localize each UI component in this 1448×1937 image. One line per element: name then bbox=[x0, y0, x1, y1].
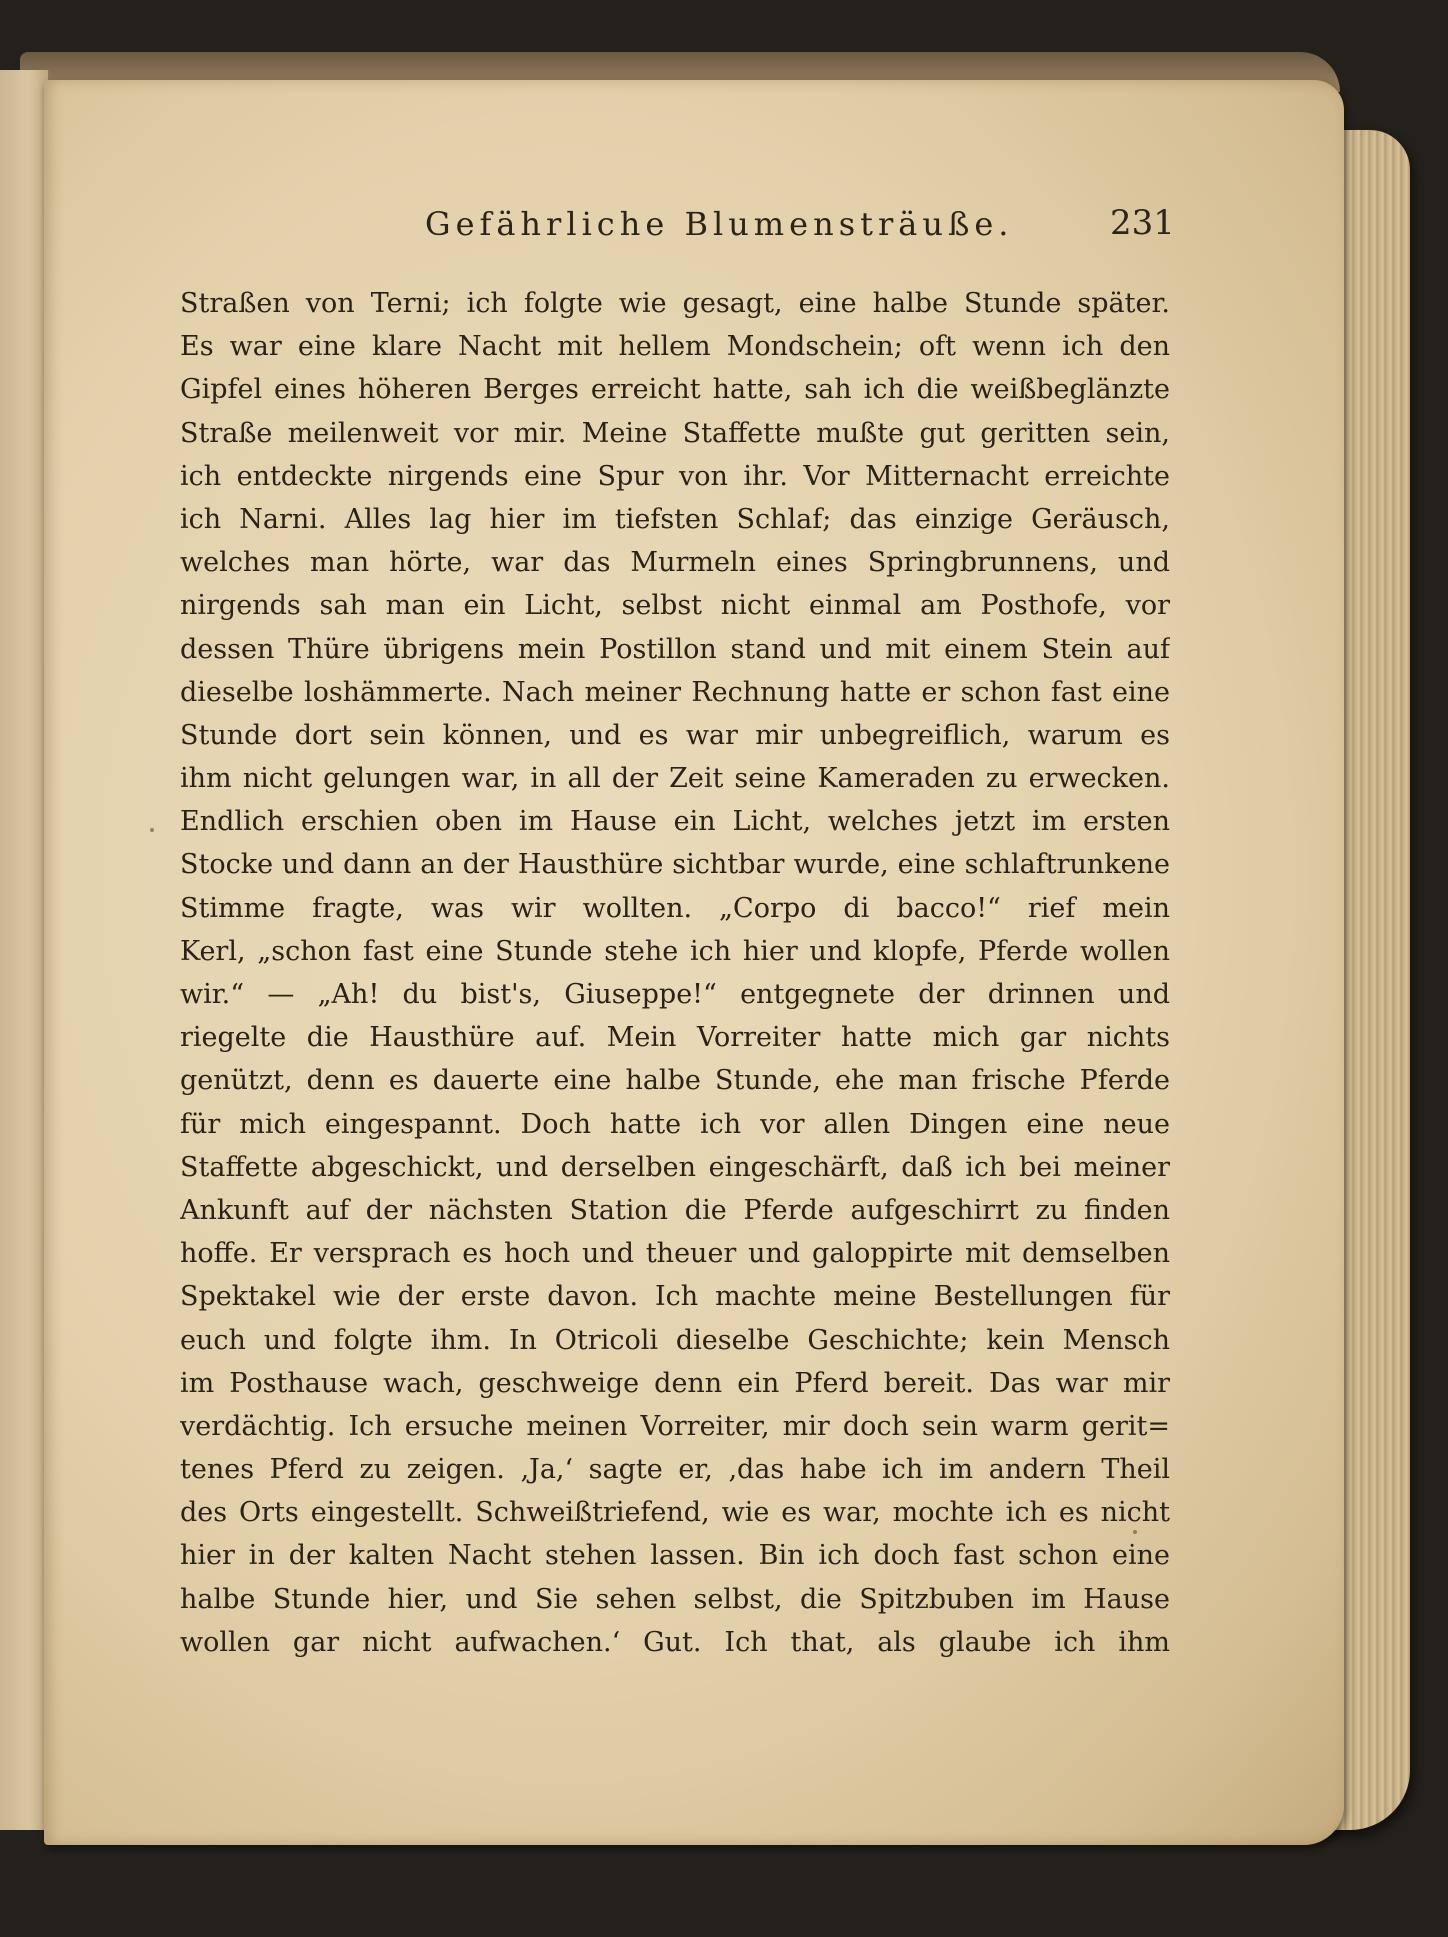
text-line: ich Narni. Alles lag hier im tiefsten Schlaf; das einzige Geräusch, bbox=[180, 503, 1170, 535]
text-line: Stimme fragte, was wir wollten. „Corpo di bacco!“ rief mein bbox=[180, 892, 1170, 924]
text-line: wir.“ — „Ah! du bist's, Giuseppe!“ entgegnete der drinnen und bbox=[180, 979, 1170, 1010]
page-number: 231 bbox=[1110, 203, 1175, 243]
text-line: für mich eingespannt. Doch hatte ich vor allen Dingen eine neue bbox=[180, 1108, 1170, 1140]
text-line: Endlich erschien oben im Hause ein Licht, welches jetzt im ersten bbox=[180, 806, 1170, 838]
text-line: dieselbe loshämmerte. Nach meiner Rechnung hatte er schon fast eine bbox=[180, 676, 1170, 708]
text-line: im Posthause wach, geschweige denn ein Pferd bereit. Das war mir bbox=[180, 1367, 1170, 1399]
text-line: des Orts eingestellt. Schweißtriefend, wie es war, mochte ich es nicht bbox=[180, 1497, 1170, 1529]
text-line: Spektakel wie der erste davon. Ich machte meine Bestellungen für bbox=[180, 1281, 1170, 1313]
body-text bbox=[180, 282, 1170, 1664]
text-line: Stunde dort sein können, und es war mir unbegreiflich, warum es bbox=[180, 719, 1170, 751]
text-line: ich entdeckte nirgends eine Spur von ihr. Vor Mitternacht erreichte bbox=[180, 460, 1170, 492]
text-line: hier in der kalten Nacht stehen lassen. Bin ich doch fast schon eine bbox=[180, 1540, 1170, 1572]
text-line: tenes Pferd zu zeigen. ‚Ja,‘ sagte er, ‚das habe ich im andern Theil bbox=[180, 1454, 1170, 1486]
text-line: dessen Thüre übrigens mein Postillon stand und mit einem Stein auf bbox=[180, 633, 1170, 665]
text-line: Straßen von Terni; ich folgte wie gesagt, eine halbe Stunde später. bbox=[180, 288, 1170, 319]
paper-speck bbox=[150, 828, 154, 832]
previous-page-edge bbox=[0, 70, 50, 1830]
text-line: euch und folgte ihm. In Otricoli dieselbe Geschichte; kein Mensch bbox=[180, 1324, 1170, 1356]
text-line: hoffe. Er versprach es hoch und theuer und galoppirte mit demselben bbox=[180, 1238, 1170, 1270]
text-line: halbe Stunde hier, und Sie sehen selbst, die Spitzbuben im Hause bbox=[180, 1583, 1170, 1615]
running-title: Gefährliche Blumensträuße. bbox=[425, 205, 1014, 243]
text-line: Stocke und dann an der Hausthüre sichtbar wurde, eine schlaftrunkene bbox=[180, 849, 1170, 881]
running-head bbox=[0, 205, 1448, 245]
text-line: Gipfel eines höheren Berges erreicht hatte, sah ich die weißbeglänzte bbox=[180, 374, 1170, 406]
text-line: welches man hörte, war das Murmeln eines Springbrunnens, und bbox=[180, 547, 1170, 579]
text-line: wollen gar nicht aufwachen.‘ Gut. Ich that, als glaube ich ihm bbox=[180, 1626, 1170, 1658]
text-line: nirgends sah man ein Licht, selbst nicht einmal am Posthofe, vor bbox=[180, 590, 1170, 622]
text-line: ihm nicht gelungen war, in all der Zeit seine Kameraden zu erwecken. bbox=[180, 763, 1170, 795]
paper-speck bbox=[1133, 1530, 1137, 1534]
text-line: verdächtig. Ich ersuche meinen Vorreiter, mir doch sein warm gerit= bbox=[180, 1410, 1170, 1442]
text-line: Ankunft auf der nächsten Station die Pferde aufgeschirrt zu finden bbox=[180, 1194, 1170, 1226]
text-line: Straße meilenweit vor mir. Meine Staffette mußte gut geritten sein, bbox=[180, 417, 1170, 449]
text-line: Staffette abgeschickt, und derselben eingeschärft, daß ich bei meiner bbox=[180, 1151, 1170, 1183]
text-line: genützt, denn es dauerte eine halbe Stunde, ehe man frische Pferde bbox=[180, 1065, 1170, 1097]
text-line: riegelte die Hausthüre auf. Mein Vorreiter hatte mich gar nichts bbox=[180, 1022, 1170, 1054]
text-line: Kerl, „schon fast eine Stunde stehe ich hier und klopfe, Pferde wollen bbox=[180, 935, 1170, 967]
text-line: Es war eine klare Nacht mit hellem Mondschein; oft wenn ich den bbox=[180, 331, 1170, 363]
